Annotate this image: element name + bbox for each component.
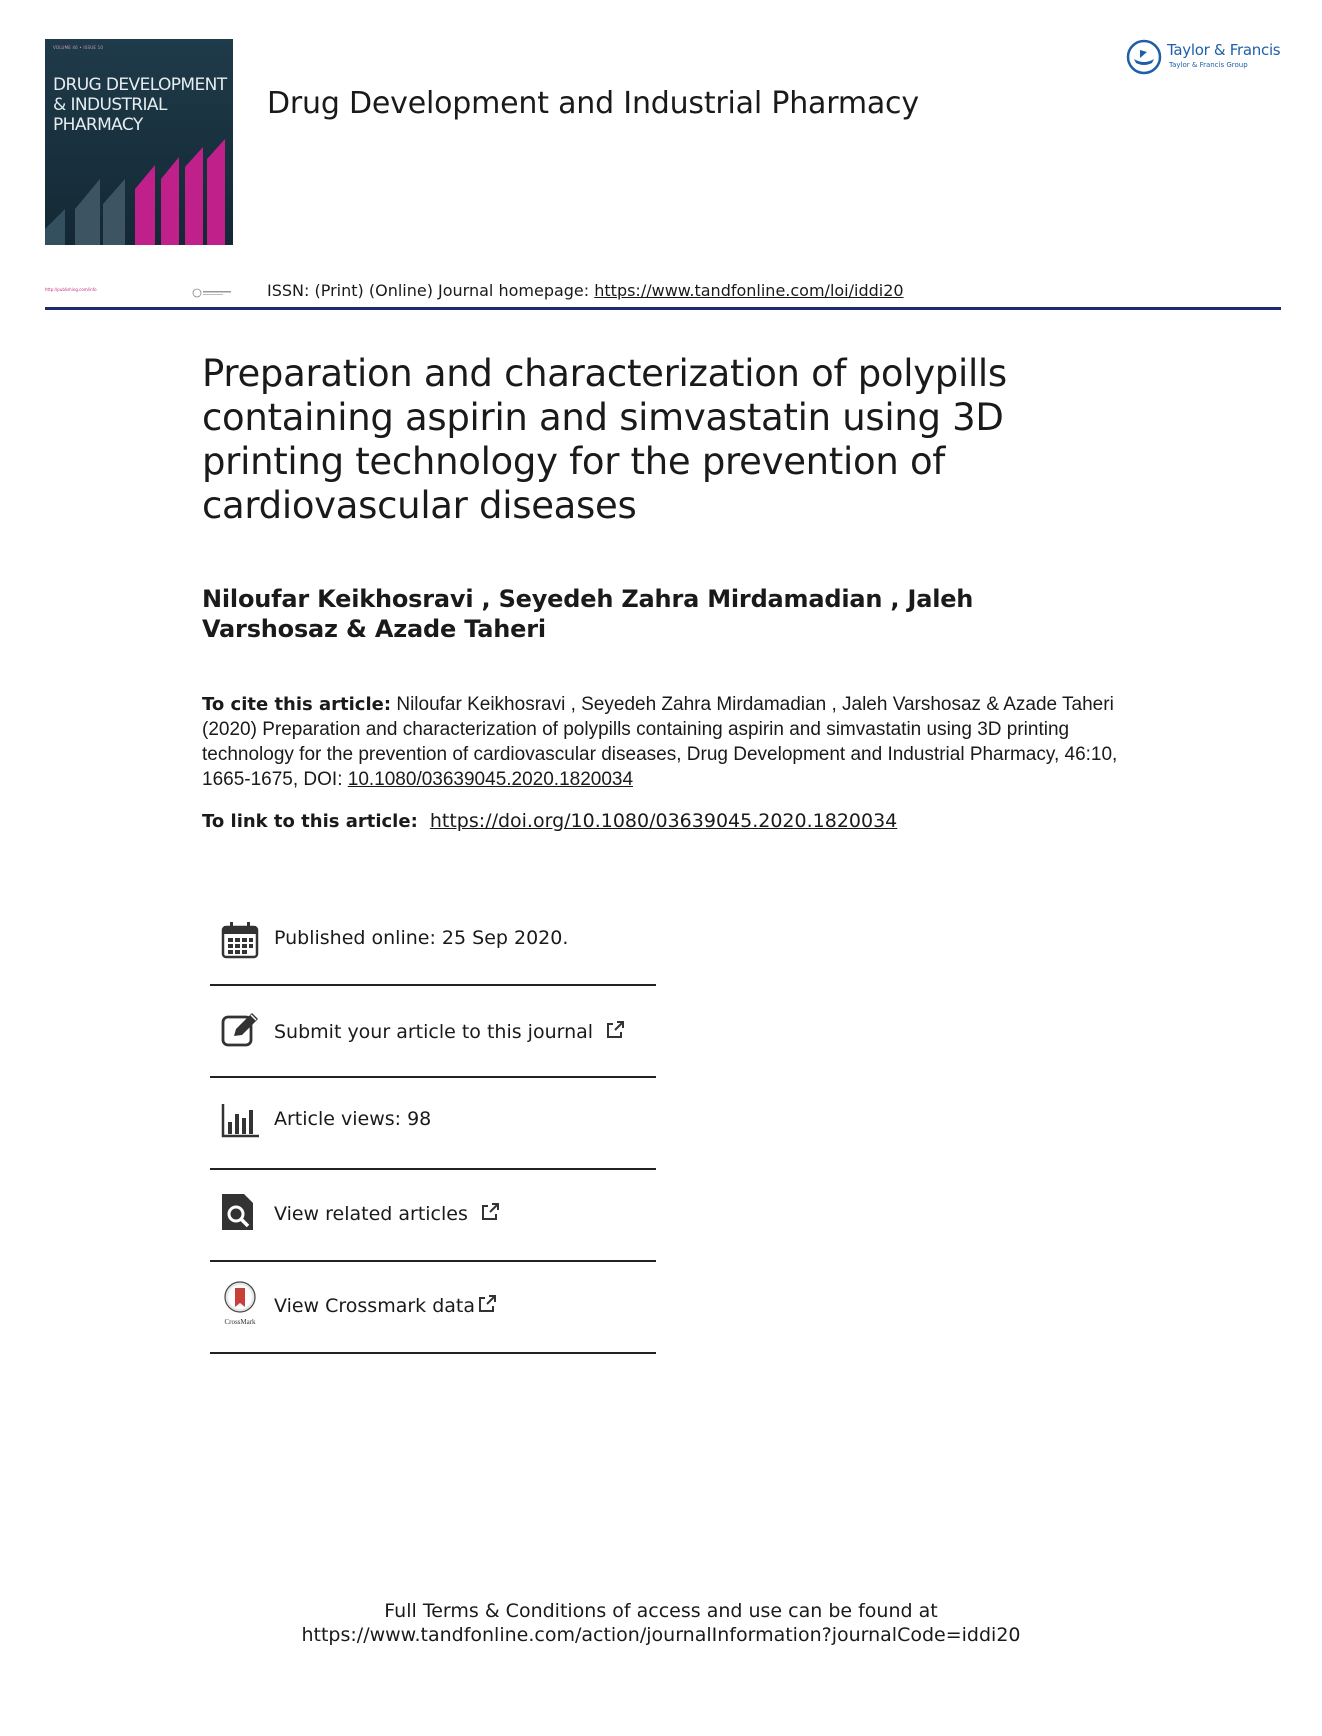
- issn-text: ISSN: (Print) (Online) Journal homepage:: [267, 281, 595, 300]
- citation-doi-link[interactable]: 10.1080/03639045.2020.1820034: [347, 769, 634, 790]
- issn-line: [267, 281, 904, 300]
- citation-text: Niloufar Keikhosravi , Seyedeh Zahra Mirdamadian , Jaleh Varshosaz & Azade Taheri (2020) Preparation and characterization of polypills containing aspirin and simvastatin using 3D printing technology for the prevention of cardiovascular diseases, Drug Development and Industrial Pharmacy, 46:10, 1665-1675, DOI:: [202, 694, 1118, 790]
- published-date: Published online: 25 Sep 2020.: [274, 927, 569, 949]
- publisher-emblem-icon: [1125, 38, 1163, 76]
- external-link-icon: [477, 1294, 497, 1314]
- journal-homepage-link[interactable]: https://www.tandfonline.com/loi/iddi20: [594, 281, 904, 300]
- article-info-list: [210, 900, 656, 1354]
- article-views: Article views: 98: [274, 1108, 432, 1130]
- article-link-label: To link to this article:: [202, 811, 418, 832]
- article-doi-url[interactable]: https://doi.org/10.1080/03639045.2020.1820034: [429, 810, 898, 832]
- publisher-group: Taylor & Francis Group: [1169, 61, 1248, 69]
- cover-artwork: [45, 39, 233, 245]
- publisher-logo[interactable]: [1125, 38, 1285, 78]
- cover-title: DRUG DEVELOPMENT & INDUSTRIAL PHARMACY: [53, 75, 227, 135]
- footer: [0, 1599, 1322, 1647]
- crossmark-logo-text: CrossMark: [224, 1318, 256, 1326]
- footer-url[interactable]: https://www.tandfonline.com/action/journalInformation?journalCode=iddi20: [301, 1624, 1021, 1646]
- crossmark-row[interactable]: [210, 1262, 656, 1354]
- crossmark-label: View Crossmark data: [274, 1295, 476, 1317]
- external-link-icon: [480, 1202, 500, 1222]
- crossmark-link[interactable]: [274, 1294, 497, 1317]
- citation-label: To cite this article:: [202, 694, 392, 715]
- article-link-line: [202, 810, 897, 832]
- related-row[interactable]: [210, 1170, 656, 1262]
- journal-title: Drug Development and Industrial Pharmacy: [267, 86, 919, 121]
- journal-cover: [45, 39, 233, 245]
- submit-label: Submit your article to this journal: [274, 1021, 594, 1043]
- crossmark-icon: [220, 1280, 260, 1326]
- citation-block: [202, 692, 1132, 792]
- related-articles-link[interactable]: [274, 1202, 500, 1225]
- tiny-link[interactable]: http://publishing.com/info: [45, 287, 97, 292]
- published-row: [210, 900, 656, 986]
- publisher-name: Taylor & Francis: [1167, 41, 1281, 59]
- related-label: View related articles: [274, 1203, 468, 1225]
- bar-chart-icon: [220, 1100, 260, 1140]
- document-search-icon: [220, 1192, 260, 1232]
- cover-top-text: VOLUME 46 • ISSUE 10: [53, 45, 104, 50]
- article-authors: Niloufar Keikhosravi , Seyedeh Zahra Mirdamadian , Jaleh Varshosaz & Azade Taheri: [202, 585, 974, 643]
- edit-icon: [220, 1010, 260, 1050]
- article-title: Preparation and characterization of polypills containing aspirin and simvastatin using 3D printing technology for the prevention of cardiovascular diseases: [202, 352, 1007, 527]
- submit-article-link[interactable]: [274, 1020, 625, 1043]
- submit-row[interactable]: [210, 986, 656, 1078]
- footer-terms: Full Terms & Conditions of access and use can be found at: [384, 1600, 938, 1622]
- external-link-icon: [605, 1020, 625, 1040]
- header-divider: [45, 307, 1281, 310]
- calendar-icon: [220, 920, 260, 960]
- views-row: [210, 1078, 656, 1170]
- tiny-publisher-logo-icon: [192, 288, 234, 298]
